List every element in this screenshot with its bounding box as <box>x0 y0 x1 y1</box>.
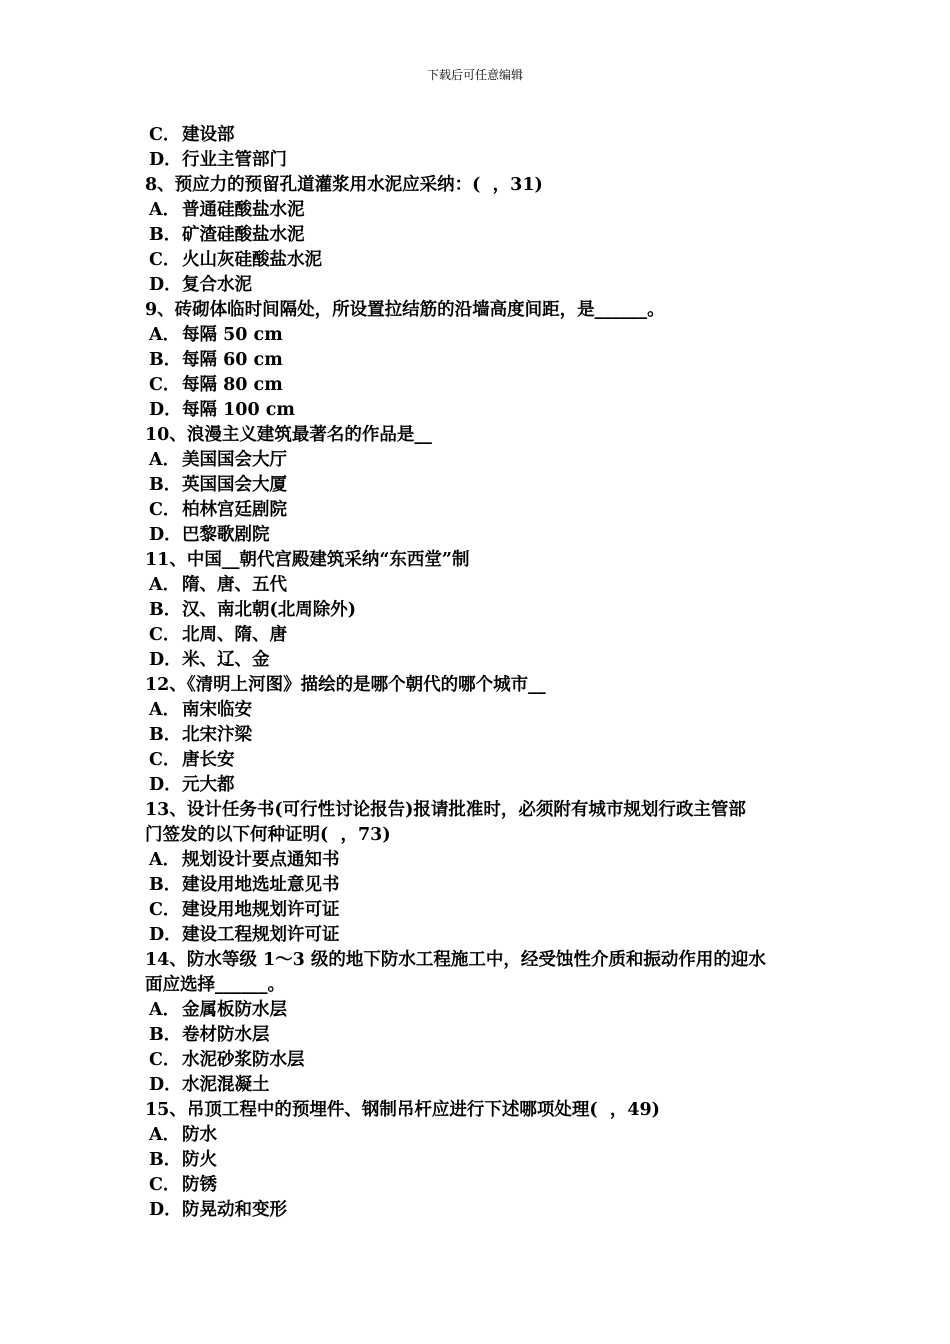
option-text: 南宋临安 <box>182 700 252 720</box>
option-text: 北周、隋、唐 <box>182 625 287 645</box>
option-letter: B． <box>149 1025 182 1045</box>
question-block <box>145 1098 815 1223</box>
question-block <box>145 798 815 948</box>
option-item <box>145 448 815 473</box>
option-item <box>145 723 815 748</box>
option-letter: B． <box>149 600 182 620</box>
option-letter: C． <box>149 625 181 645</box>
option-item <box>145 1198 815 1223</box>
option-text: 每隔 50 cm <box>182 325 283 345</box>
option-text: 北宋汴梁 <box>182 725 252 745</box>
option-item <box>145 1173 815 1198</box>
option-item <box>145 273 815 298</box>
option-letter: B． <box>149 350 182 370</box>
option-letter: C． <box>149 125 181 145</box>
option-text: 金属板防水层 <box>182 1000 287 1020</box>
option-item <box>145 898 815 923</box>
option-item <box>145 323 815 348</box>
option-item <box>145 848 815 873</box>
option-item <box>145 1023 815 1048</box>
option-item <box>145 598 815 623</box>
option-item <box>145 573 815 598</box>
option-letter: B． <box>149 725 182 745</box>
option-letter: D． <box>149 925 182 945</box>
option-text: 英国国会大厦 <box>182 475 287 495</box>
option-letter: A． <box>149 700 181 720</box>
option-text: 隋、唐、五代 <box>182 575 287 595</box>
option-item <box>145 473 815 498</box>
question-text: 12、《清明上河图》描绘的是哪个朝代的哪个城市__ <box>145 675 546 695</box>
option-item <box>145 923 815 948</box>
option-item <box>145 523 815 548</box>
option-text: 巴黎歌剧院 <box>182 525 270 545</box>
option-text: 矿渣硅酸盐水泥 <box>182 225 305 245</box>
question-block <box>145 548 815 673</box>
question-block <box>145 298 815 423</box>
option-letter: D． <box>149 400 182 420</box>
option-item <box>145 698 815 723</box>
question-text: 10、浪漫主义建筑最著名的作品是__ <box>145 425 432 445</box>
question-text: 13、设计任务书(可行性讨论报告)报请批准时，必须附有城市规划行政主管部 <box>145 800 746 820</box>
option-text: 水泥砂浆防水层 <box>182 1050 305 1070</box>
option-text: 防水 <box>182 1125 217 1145</box>
option-text: 水泥混凝土 <box>182 1075 270 1095</box>
option-item <box>145 998 815 1023</box>
option-text: 米、辽、金 <box>182 650 270 670</box>
option-item <box>145 1073 815 1098</box>
option-text: 规划设计要点通知书 <box>182 850 340 870</box>
option-text: 汉、南北朝(北周除外) <box>182 600 357 620</box>
option-letter: B． <box>149 875 182 895</box>
option-letter: A． <box>149 325 181 345</box>
question-text: 15、吊顶工程中的预埋件、钢制吊杆应进行下述哪项处理( ，49) <box>145 1100 660 1120</box>
option-letter: A． <box>149 850 181 870</box>
option-text: 唐长安 <box>182 750 235 770</box>
option-text: 柏林宫廷剧院 <box>182 500 287 520</box>
option-item <box>145 198 815 223</box>
leading-options <box>145 123 815 173</box>
option-text: 建设用地选址意见书 <box>182 875 340 895</box>
page-header <box>0 67 950 83</box>
option-letter: D． <box>149 150 182 170</box>
option-text: 建设用地规划许可证 <box>182 900 340 920</box>
option-item <box>145 873 815 898</box>
option-letter: D． <box>149 775 182 795</box>
question-block <box>145 673 815 798</box>
option-letter: D． <box>149 275 182 295</box>
option-letter: C． <box>149 250 181 270</box>
option-text: 防火 <box>182 1150 217 1170</box>
option-item <box>145 1048 815 1073</box>
option-letter: A． <box>149 1125 181 1145</box>
option-letter: D． <box>149 1075 182 1095</box>
option-letter: A． <box>149 450 181 470</box>
question-text: 11、中国__朝代宫殿建筑采纳“东西堂”制 <box>145 550 470 570</box>
option-item <box>145 1148 815 1173</box>
option-item <box>145 123 815 148</box>
option-item <box>145 398 815 423</box>
option-letter: B． <box>149 1150 182 1170</box>
header-text: 下载后可任意编辑 <box>426 68 523 82</box>
option-text: 每隔 100 cm <box>182 400 295 420</box>
option-item <box>145 348 815 373</box>
option-letter: C． <box>149 900 181 920</box>
option-letter: D． <box>149 1200 182 1220</box>
option-letter: A． <box>149 200 181 220</box>
option-text: 行业主管部门 <box>182 150 287 170</box>
option-text: 建设部 <box>182 125 235 145</box>
option-item <box>145 248 815 273</box>
option-item <box>145 373 815 398</box>
option-text: 每隔 60 cm <box>182 350 283 370</box>
option-text: 每隔 80 cm <box>182 375 283 395</box>
option-item <box>145 1123 815 1148</box>
question-text: 14、防水等级 1～3 级的地下防水工程施工中，经受蚀性介质和振动作用的迎水 <box>145 950 766 970</box>
question-list <box>145 173 815 1223</box>
question-block <box>145 423 815 548</box>
option-text: 卷材防水层 <box>182 1025 270 1045</box>
option-item <box>145 648 815 673</box>
option-letter: C． <box>149 1050 181 1070</box>
question-text: 面应选择______。 <box>145 975 285 995</box>
option-letter: C． <box>149 375 181 395</box>
option-item <box>145 623 815 648</box>
option-letter: D． <box>149 525 182 545</box>
option-text: 元大都 <box>182 775 235 795</box>
option-letter: C． <box>149 1175 181 1195</box>
option-item <box>145 498 815 523</box>
option-text: 复合水泥 <box>182 275 252 295</box>
option-text: 普通硅酸盐水泥 <box>182 200 305 220</box>
option-item <box>145 748 815 773</box>
option-text: 火山灰硅酸盐水泥 <box>182 250 322 270</box>
question-block <box>145 173 815 298</box>
option-letter: D． <box>149 650 182 670</box>
option-letter: B． <box>149 475 182 495</box>
option-letter: C． <box>149 500 181 520</box>
option-text: 美国国会大厅 <box>182 450 287 470</box>
option-item <box>145 148 815 173</box>
document-body <box>145 123 815 1223</box>
option-letter: A． <box>149 575 181 595</box>
option-text: 防晃动和变形 <box>182 1200 287 1220</box>
option-letter: A． <box>149 1000 181 1020</box>
option-text: 建设工程规划许可证 <box>182 925 340 945</box>
option-text: 防锈 <box>182 1175 217 1195</box>
option-letter: C． <box>149 750 181 770</box>
option-letter: B． <box>149 225 182 245</box>
option-item <box>145 223 815 248</box>
question-text: 门签发的以下何种证明( ，73) <box>145 825 391 845</box>
question-text: 8、预应力的预留孔道灌浆用水泥应采纳：( ，31) <box>145 175 543 195</box>
option-item <box>145 773 815 798</box>
question-block <box>145 948 815 1098</box>
question-text: 9、砖砌体临时间隔处，所设置拉结筋的沿墙高度间距，是______。 <box>145 300 665 320</box>
